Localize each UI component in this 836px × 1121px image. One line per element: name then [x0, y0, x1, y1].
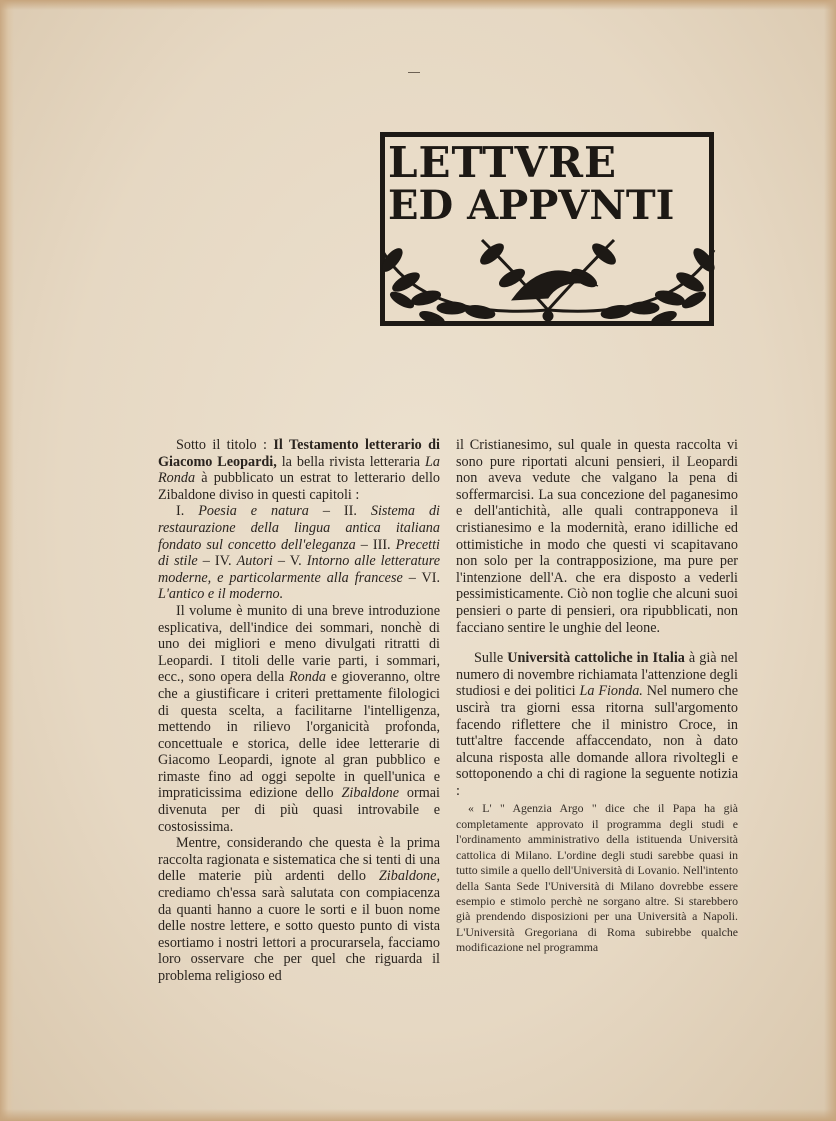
text: Nel numero che uscirà tra giorni essa ritorna sull'argomento facendo riflettere che il ministro Croce, in tutt'altre faccende affaccendato, non à dato alcuna risposta alle domande allora rivoltegli e sottoponendo a chi di ragione la seguente notizia : [456, 683, 738, 799]
chapter-title: L'antico e il moderno. [158, 586, 284, 603]
text: – V. [272, 553, 307, 570]
page-edge-right [824, 0, 836, 1121]
text: – IV. [197, 553, 237, 570]
italic-title: Zibaldone [341, 785, 400, 802]
italic-title: Zibaldone, [378, 868, 440, 885]
paragraph-testamento [158, 437, 440, 503]
section-header [362, 132, 716, 328]
page-edge-top [0, 0, 836, 10]
text: e gioveranno, oltre che a giustificare i criteri prettamente filologici di questa scelta, a facilitarne l'intelligenza, mettendo in rilievo l'organicità profonda, concettuale e storica, delle idee letterarie di Giacomo Leopardi, ignote al gran pubblico e rimaste fino ad oggi sepolte in quell'unica e impraticissima edizione dello [158, 669, 440, 802]
header-title-line1: LETTVRE [388, 138, 618, 187]
text: I. [176, 503, 199, 520]
chapter-title: Precetti di stile [158, 536, 440, 570]
chapter-title: Autori [236, 553, 273, 570]
text: crediamo ch'essa sarà salutata con compiacenza da quanti hanno a cuore le sorti e il buon nome delle nostre lettere, e sotto questo punto di vista esortiamo i nostri lettori a procurarsela, facciamo loro osservare che per quel che riguarda il problema religioso ed [158, 885, 440, 984]
page-edge-bottom [0, 1109, 836, 1121]
bold-title: Università cattoliche in Italia [507, 650, 685, 667]
text: Sotto il titolo : [176, 437, 274, 453]
page-edge-left [0, 0, 14, 1121]
bold-title: Il Testamento letterario di Giacomo Leopardi, [158, 437, 440, 470]
italic-title: Ronda [288, 669, 327, 686]
text: Il volume è munito di una breve introduzione esplicativa, dell'indice dei sommari, nonchè di uno dei migliori e meno divulgati ritratti di Leopardi. I titoli delle varie parti, i sommari, ecc., sono opera della [158, 602, 440, 686]
paragraph-mentre [158, 835, 440, 984]
quoted-notice: « L' " Agenzia Argo " dice che il Papa ha già completamente approvato il programma degli studi e l'ordinamento amministrativo della istituenda Università cattolica di Milano. L'ordine degli studi sarebbe quasi in tutto simile a quello dell'Università di Lovanio. Nell'intento della Santa Sede l'Università di Milano dovrebbe essere esempio e stimolo perchè ne sorgano altre. Si starebbero già prendendo disposizioni per una Università a Napoli. L'Università Gregoriana di Roma subirebbe qualche modificazione nel programma [456, 801, 738, 955]
chapter-list [158, 503, 440, 603]
margin-mark [408, 72, 420, 73]
text: – II. [308, 503, 371, 520]
text: à pubblicato un estrat to letterario dello Zibaldone diviso in questi capitoli : [158, 470, 440, 503]
paragraph-volume [158, 603, 440, 835]
chapter-title: Intorno alle letterature moderne, e particolarmente alla francese [158, 553, 441, 586]
text: ormai divenuta per di più quasi introvabile e costosissima. [158, 785, 440, 835]
text: – III. [355, 536, 396, 553]
italic-title: La Fionda. [579, 683, 643, 700]
paragraph-cristianesimo: il Cristianesimo, sul quale in questa raccolta vi sono pure riportati alcuni pensieri, il Leopardi non aveva vedute che valgano la pena di soffermarcisi. La sua concezione del paganesimo e dell'antichità, alle quali contrapponeva il cristianesimo e la modernità, erano idilliche ed ottimistiche in modo che questi vi scapitavano non solo per la contrapposizione, ma pure per l'intenzione dell'A. che era disposto a vederli pessimisticamente. Ciò non toglie che alcuni suoi pensieri o parte di pensieri, ora ripubblicati, non facciano sentire le unghie del leone. [456, 437, 738, 636]
text: – VI. [402, 569, 440, 586]
header-title-line2: ED APPVNTI [388, 182, 675, 229]
chapter-title: Poesia e natura [198, 503, 309, 520]
chapter-title: Sistema di restaurazione della lingua antica italiana fondato sul concetto dell'eleganza [158, 503, 441, 553]
laurel-wreath-icon [362, 190, 734, 330]
text: à già nel numero di novembre richiamata l'attenzione degli studiosi e dei politici [456, 650, 738, 700]
text: Mentre, considerando che questa è la prima raccolta ragionata e sistematica che si tenti di una delle materie più ardenti dello [158, 835, 440, 885]
paragraph-universita [456, 650, 738, 799]
text: la bella rivista letteraria [276, 453, 426, 470]
italic-title: La Ronda [158, 453, 440, 487]
text: Sulle [474, 650, 508, 667]
right-column [456, 437, 738, 956]
left-column [158, 437, 440, 985]
